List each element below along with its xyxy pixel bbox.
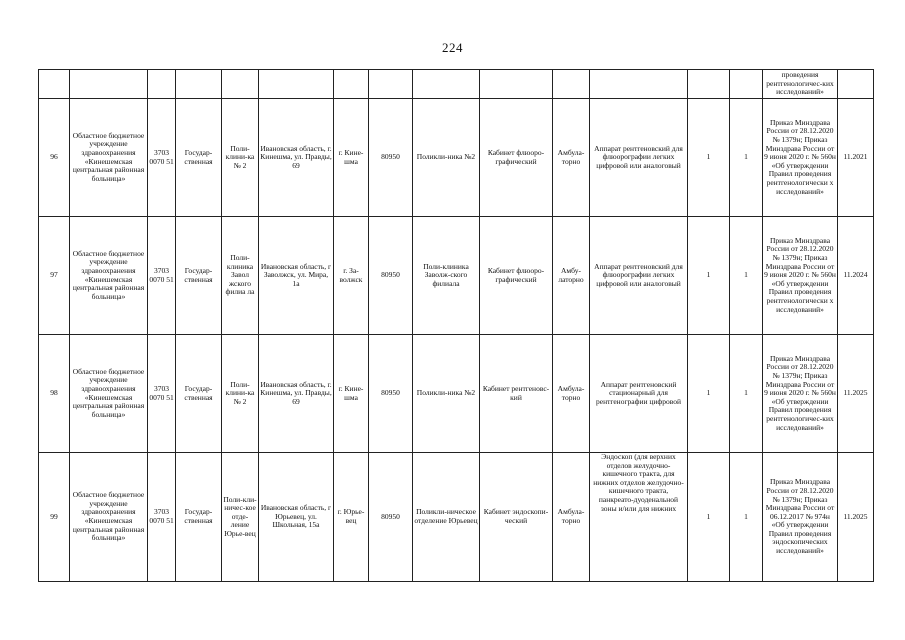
- equipment-cell: Аппарат рентгеновский стационарный для рентгенографии цифровой: [590, 335, 688, 453]
- table-row: [39, 217, 874, 335]
- ownership-cell: Государ-ственная: [176, 335, 222, 453]
- basis-cell: проведения рентгенологичес-ких исследований»: [763, 70, 838, 99]
- organization-cell: Областное бюджетное учреждение здравоохранения «Кинешемская центральная районная больница»: [70, 99, 148, 217]
- equipment-table: [38, 69, 874, 582]
- unit-cell: Поликли-ника №2: [413, 335, 480, 453]
- inn-cell: 3703 0070 51: [148, 453, 176, 582]
- basis-cell: Приказ Минздрава России от 28.12.2020 № 1379н; Приказ Минздрава России от 06.12.2017 № 974н «Об утверждении Правил проведения эндоскопических исследований»: [763, 453, 838, 582]
- qty-present-cell: 1: [730, 453, 763, 582]
- table-row: [39, 453, 874, 582]
- code-cell: 80950: [369, 453, 413, 582]
- care-type-cell: Амбула-торно: [553, 99, 590, 217]
- equipment-cell: Эндоскоп (для верхних отделов желудочно-кишечного тракта, для нижних отделов желудочно-кишечного тракта, панкреато-дуоденальной зоны и/или для нижних: [590, 453, 688, 582]
- address-cell: Ивановская область, г. Кинешма, ул. Правды, 69: [259, 99, 334, 217]
- page-number: 224: [442, 40, 463, 55]
- row-number: 97: [39, 217, 70, 335]
- qty-present-cell: 1: [730, 99, 763, 217]
- code-cell: 80950: [369, 217, 413, 335]
- qty-present-cell: 1: [730, 217, 763, 335]
- unit-cell: Поли-клиника Заволж-ского филиала: [413, 217, 480, 335]
- ownership-cell: Государ-ственная: [176, 453, 222, 582]
- care-type-cell: Амбу-латорно: [553, 217, 590, 335]
- city-cell: г. Кине-шма: [334, 335, 369, 453]
- inn-cell: 3703 0070 51: [148, 335, 176, 453]
- city-cell: г. За-волжск: [334, 217, 369, 335]
- table-row-continued: [39, 70, 874, 99]
- date-cell: 11.2025: [838, 335, 874, 453]
- qty-required-cell: 1: [688, 217, 730, 335]
- unit-cell: Поликли-ническое отделение Юрьевец: [413, 453, 480, 582]
- equipment-cell: Аппарат рентгеновский для флюорографии легких цифровой или аналоговый: [590, 217, 688, 335]
- address-cell: Ивановская область, г Юрьевец, ул. Школьная, 15а: [259, 453, 334, 582]
- unit-cell: Поликли-ника №2: [413, 99, 480, 217]
- inn-cell: 3703 0070 51: [148, 217, 176, 335]
- qty-required-cell: 1: [688, 99, 730, 217]
- subdivision-cell: Поли-клини-ка № 2: [222, 335, 259, 453]
- basis-cell: Приказ Минздрава России от 28.12.2020 № 1379н; Приказ Минздрава России от 9 июня 2020 г. № 560н «Об утверждении Правил проведения рентгенологически х исследований»: [763, 217, 838, 335]
- table-row: [39, 99, 874, 217]
- care-type-cell: Амбула-торно: [553, 335, 590, 453]
- date-cell: 11.2021: [838, 99, 874, 217]
- table-row: [39, 335, 874, 453]
- row-number: 99: [39, 453, 70, 582]
- city-cell: г. Кине-шма: [334, 99, 369, 217]
- organization-cell: Областное бюджетное учреждение здравоохранения «Кинешемская центральная районная больница»: [70, 453, 148, 582]
- room-cell: Кабинет эндоскопи-ческий: [480, 453, 553, 582]
- city-cell: г. Юрье-вец: [334, 453, 369, 582]
- ownership-cell: Государ-ственная: [176, 217, 222, 335]
- room-cell: Кабинет рентгеновс-кий: [480, 335, 553, 453]
- qty-present-cell: 1: [730, 335, 763, 453]
- subdivision-cell: Поли-клини-ка № 2: [222, 99, 259, 217]
- equipment-cell: Аппарат рентгеновский для флюорографии легких цифровой или аналоговый: [590, 99, 688, 217]
- room-cell: Кабинет флюоро-графический: [480, 99, 553, 217]
- date-cell: 11.2025: [838, 453, 874, 582]
- inn-cell: 3703 0070 51: [148, 99, 176, 217]
- code-cell: 80950: [369, 335, 413, 453]
- address-cell: Ивановская область, г Заволжск, ул. Мира, 1а: [259, 217, 334, 335]
- room-cell: Кабинет флюоро-графический: [480, 217, 553, 335]
- row-number: 98: [39, 335, 70, 453]
- code-cell: 80950: [369, 99, 413, 217]
- ownership-cell: Государ-ственная: [176, 99, 222, 217]
- subdivision-cell: Поли-клиника Завол жского филиа ла: [222, 217, 259, 335]
- row-number: 96: [39, 99, 70, 217]
- organization-cell: Областное бюджетное учреждение здравоохранения «Кинешемская центральная районная больница»: [70, 217, 148, 335]
- care-type-cell: Амбула-торно: [553, 453, 590, 582]
- subdivision-cell: Поли-кли-ничес-кое отде-ление Юрье-вец: [222, 453, 259, 582]
- qty-required-cell: 1: [688, 453, 730, 582]
- basis-cell: Приказ Минздрава России от 28.12.2020 № 1379н; Приказ Минздрава России от 9 июня 2020 г. № 560н «Об утверждении Правил проведения рентгенологичес-ких исследований»: [763, 335, 838, 453]
- address-cell: Ивановская область, г. Кинешма, ул. Правды, 69: [259, 335, 334, 453]
- organization-cell: Областное бюджетное учреждение здравоохранения «Кинешемская центральная районная больница»: [70, 335, 148, 453]
- basis-cell: Приказ Минздрава России от 28.12.2020 № 1379н; Приказ Минздрава России от 9 июня 2020 г. № 560н «Об утверждении Правил проведения рентгенологически х исследований»: [763, 99, 838, 217]
- qty-required-cell: 1: [688, 335, 730, 453]
- date-cell: 11.2024: [838, 217, 874, 335]
